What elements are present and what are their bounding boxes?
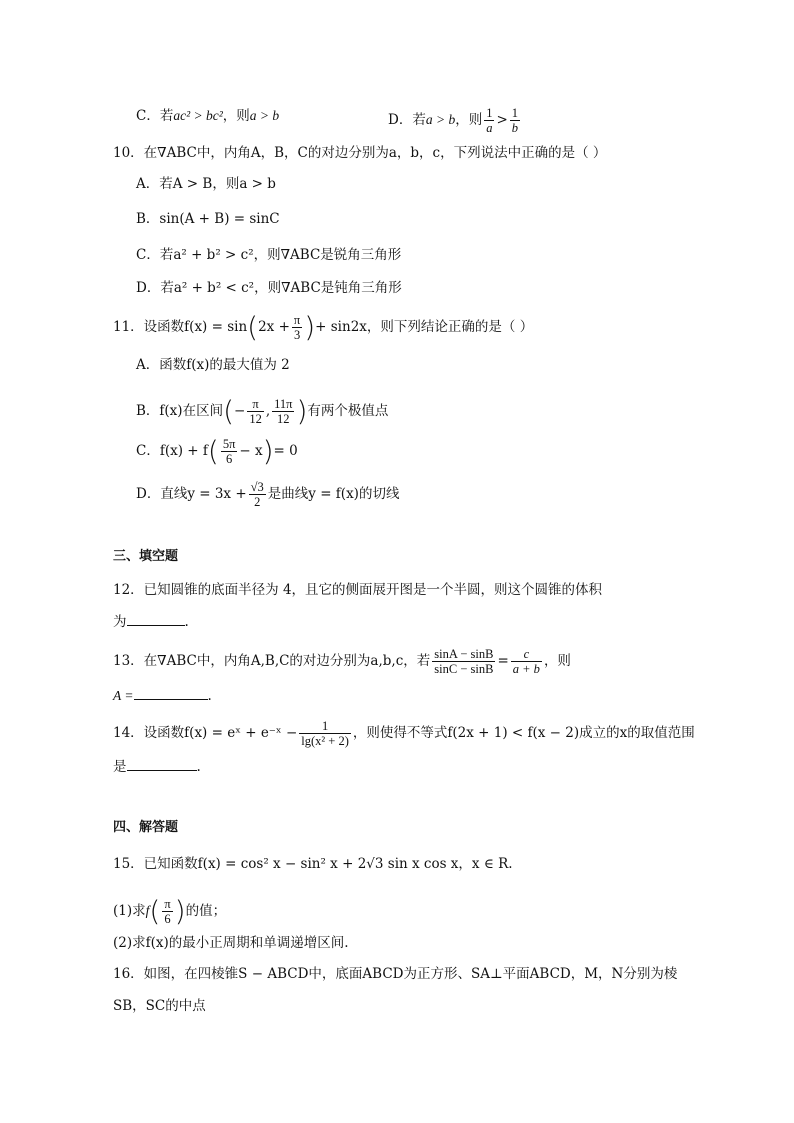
period: . xyxy=(207,688,212,704)
q15-part1-pre: (1)求 xyxy=(113,903,146,919)
q9-optd-fraction-left xyxy=(484,106,494,135)
q11-optb-fraction-2 xyxy=(272,397,294,426)
q11-optd-post: 是曲线y = f(x)的切线 xyxy=(267,486,400,502)
q12-line2-text: 为 xyxy=(113,614,127,630)
q9-optc-conclusion: a > b xyxy=(249,108,280,123)
q13-f1-den: sinC − sinB xyxy=(434,662,494,676)
q11-optc-fraction xyxy=(221,437,238,466)
q9-optd-mid: ，则 xyxy=(455,112,483,128)
q11-option-a: A．函数f(x)的最大值为 2 xyxy=(136,357,290,373)
q11-stem-arg: 2x + xyxy=(258,319,290,335)
q14-stem xyxy=(113,719,695,748)
q10-option-c: C．若a² + b² > c²，则∇ABC是锐角三角形 xyxy=(136,247,402,263)
q9-optc-prefix: C．若 xyxy=(136,108,174,124)
q9-option-c xyxy=(136,106,279,126)
q15-part1-den: 6 xyxy=(164,912,171,926)
q11-optc-f-den: 6 xyxy=(225,452,233,466)
q11-optb-pre: B．f(x)在区间 xyxy=(136,403,224,419)
q15-part1-num: π xyxy=(164,897,171,911)
q13-fraction-1 xyxy=(432,647,495,676)
q11-optb-f1-den: 12 xyxy=(249,412,262,426)
q15-part1-fraction xyxy=(162,897,172,926)
q12-line2 xyxy=(113,611,189,632)
q9-optd-left-num: 1 xyxy=(486,106,493,120)
q11-option-c xyxy=(136,434,298,468)
right-paren: ) xyxy=(262,434,274,468)
q11-option-d xyxy=(136,480,399,509)
q13-fraction-2 xyxy=(511,647,542,676)
q11-optc-post: = 0 xyxy=(273,443,298,459)
q11-stem-pre: 11．设函数f(x) = sin xyxy=(113,319,248,335)
q16-line1: 16．如图，在四棱锥S − ABCD中，底面ABCD为正方形、SA⊥平面ABCD，M，N分别为棱 xyxy=(113,966,678,982)
q11-optc-f-num: 5π xyxy=(222,437,236,451)
q10-stem: 10．在∇ABC中，内角A，B，C的对边分别为a，b，c，下列说法中正确的是（ ） xyxy=(113,145,607,161)
q12-answer-blank[interactable] xyxy=(127,611,185,626)
q15-part1-f: f xyxy=(145,903,150,918)
q15-part1 xyxy=(113,894,227,928)
q13-answer-blank[interactable] xyxy=(134,685,208,700)
q13-f2-num: c xyxy=(511,647,542,662)
q9-option-d xyxy=(388,106,522,135)
q13-stem-post: ，则 xyxy=(543,653,571,669)
q11-optd-f-num: √3 xyxy=(250,480,264,494)
section-4-title: 四、解答题 xyxy=(113,820,179,835)
q11-stem xyxy=(113,310,534,344)
q14-line2 xyxy=(113,756,201,777)
q11-optc-pre: C．f(x) + f xyxy=(136,443,208,459)
left-paren: ( xyxy=(207,434,219,468)
q9-optd-op: > xyxy=(496,112,508,128)
q13-f2-den: a + b xyxy=(512,662,540,676)
q9-optd-condition: a > b xyxy=(425,112,456,127)
q11-optd-fraction xyxy=(249,480,266,509)
q15-stem: 15．已知函数f(x) = cos² x − sin² x + 2√3 sin x cos x，x ∈ R. xyxy=(113,856,513,872)
q13-answer-line xyxy=(113,685,212,706)
q14-stem-pre: 14．设函数f(x) = eˣ + e⁻ˣ − xyxy=(113,725,298,741)
right-paren: ) xyxy=(296,394,308,428)
q14-stem-post: ，则使得不等式f(2x + 1) < f(x − 2)成立的x的取值范围 xyxy=(352,725,695,741)
q11-stem-frac-den: 3 xyxy=(293,328,301,342)
q13-stem-pre: 13．在∇ABC中，内角A,B,C的对边分别为a,b,c，若 xyxy=(113,653,431,669)
q13-stem xyxy=(113,647,571,676)
period: . xyxy=(184,614,189,630)
q11-optb-f2-num: 11π xyxy=(274,397,293,411)
q11-optb-f1-num: π xyxy=(247,397,264,412)
q14-answer-blank[interactable] xyxy=(127,756,197,771)
q16-line2: SB，SC的中点 xyxy=(113,998,206,1014)
q14-f-den: lg(x² + 2) xyxy=(301,734,349,748)
q9-optd-prefix: D．若 xyxy=(388,112,426,128)
right-paren: ) xyxy=(304,310,316,344)
left-paren: ( xyxy=(149,894,161,928)
q11-optb-f2-den: 12 xyxy=(277,412,290,426)
q12-line1: 12．已知圆锥的底面半径为 4，且它的侧面展开图是一个半圆，则这个圆锥的体积 xyxy=(113,582,603,598)
minus-x: − x xyxy=(239,443,263,459)
section-3-title: 三、填空题 xyxy=(113,549,179,564)
q10-option-a: A．若A > B，则a > b xyxy=(136,176,276,192)
q15-part1-post: 的值； xyxy=(185,903,227,919)
left-paren: ( xyxy=(247,310,259,344)
q11-optb-post: 有两个极值点 xyxy=(307,403,389,419)
q11-stem-fraction xyxy=(292,313,302,342)
left-paren: ( xyxy=(223,394,235,428)
q11-stem-frac-num: π xyxy=(293,313,301,327)
comma: , xyxy=(265,403,271,419)
minus-sign: − xyxy=(234,403,246,419)
q11-option-b xyxy=(136,394,389,428)
q13-equals: = xyxy=(497,653,509,669)
q11-optd-pre: D．直线y = 3x + xyxy=(136,486,247,502)
q9-optd-right-den: b xyxy=(511,121,519,135)
q10-option-d: D．若a² + b² < c²，则∇ABC是钝角三角形 xyxy=(136,280,402,296)
q9-optc-mid: ，则 xyxy=(222,108,250,124)
q10-option-b: B．sin(A + B) = sinC xyxy=(136,211,280,227)
q11-stem-post: + sin2x，则下列结论正确的是（ ） xyxy=(315,319,534,335)
q9-optc-condition: ac² > bc² xyxy=(173,108,223,123)
q9-optd-right-num: 1 xyxy=(511,106,519,120)
q15-part2: (2)求f(x)的最小正周期和单调递增区间. xyxy=(113,935,349,951)
period: . xyxy=(196,759,201,775)
q14-f-num: 1 xyxy=(299,719,351,734)
q14-line2-text: 是 xyxy=(113,759,127,775)
q9-optd-fraction-right xyxy=(510,106,520,135)
q9-optd-left-den: a xyxy=(486,121,493,135)
q11-optb-fraction-1 xyxy=(247,397,264,426)
q13-f1-num: sinA − sinB xyxy=(434,647,494,661)
right-paren: ) xyxy=(174,894,186,928)
q13-answer-prefix: A = xyxy=(113,688,134,703)
q11-optd-f-den: 2 xyxy=(254,495,261,509)
q14-fraction xyxy=(299,719,351,748)
